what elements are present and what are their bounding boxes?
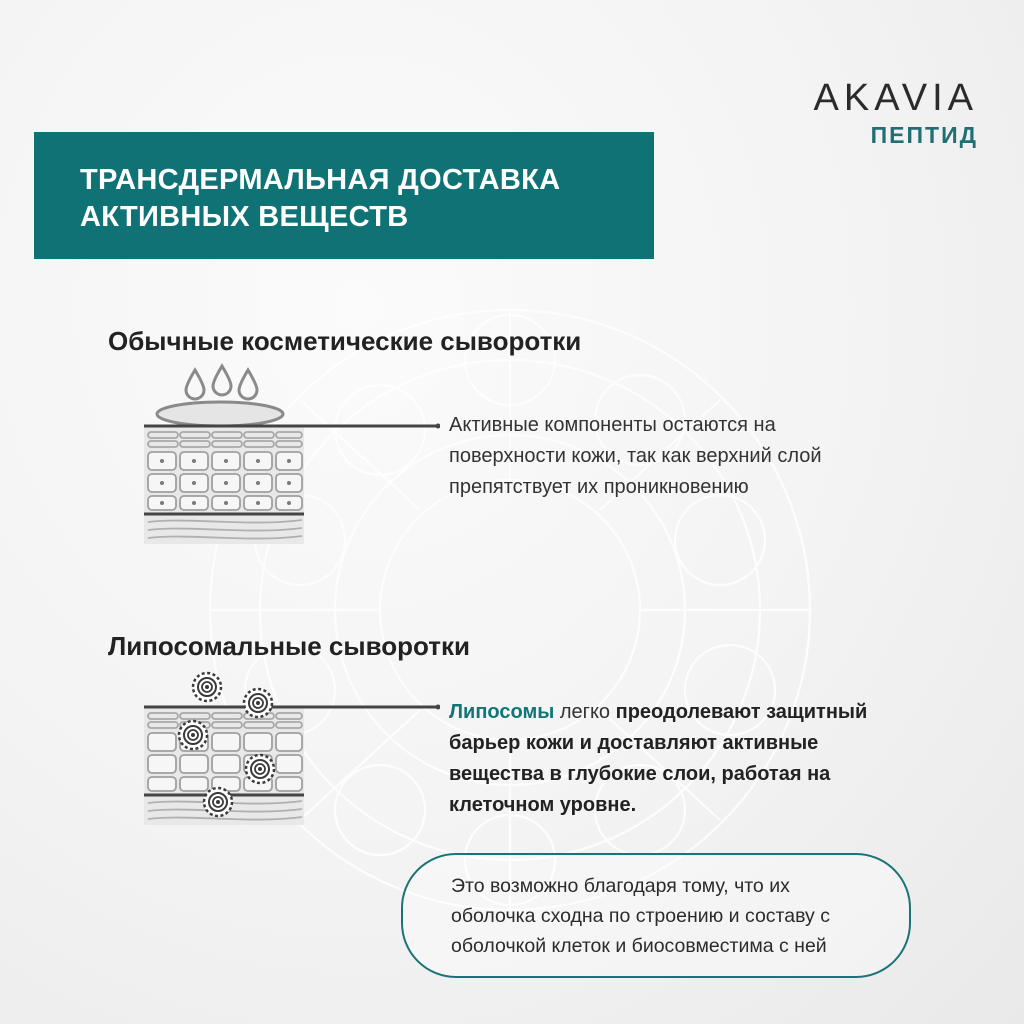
section2-desc-line-1 [449, 697, 867, 728]
note-line: оболочка сходна по строению и составу с [451, 905, 830, 927]
section1-desc-line: препятствует их проникновению [449, 476, 749, 498]
section2-desc-line-2: барьер кожи и доставляют активные [449, 732, 819, 754]
section1-desc-line: поверхности кожи, так как верхний слой [449, 445, 822, 467]
note-line: оболочкой клеток и биосовместима с ней [451, 935, 827, 957]
skin-layer-diagram-liposomal [140, 665, 440, 830]
brand-name: AKAVIA [813, 77, 978, 119]
liposomes-term: Липосомы [449, 701, 555, 723]
title-line-1: ТРАНСДЕРМАЛЬНАЯ ДОСТАВКА [80, 164, 561, 196]
info-note-box [401, 853, 911, 978]
section1-description [449, 410, 822, 503]
section1-desc-line: Активные компоненты остаются на [449, 414, 776, 436]
section2-description [449, 697, 867, 821]
title-banner [34, 132, 654, 259]
skin-layer-diagram-regular [140, 362, 440, 552]
section2-desc-line-3: вещества в глубокие слои, работая на [449, 763, 831, 785]
desc-bold-text: преодолевают защитный [615, 701, 868, 723]
droplet-icon [186, 366, 257, 399]
note-line: Это возможно благодаря тому, что их [451, 875, 790, 897]
brand-logo [814, 78, 978, 148]
title-line-2: АКТИВНЫХ ВЕЩЕСТВ [80, 201, 409, 233]
desc-normal-text: легко [554, 701, 616, 723]
brand-subtitle: ПЕПТИД [870, 122, 978, 148]
section2-desc-line-4: клеточном уровне. [449, 794, 637, 816]
section-heading-liposomal-serums: Липосомальные сыворотки [108, 631, 470, 661]
section-heading-regular-serums: Обычные косметические сыворотки [108, 326, 582, 356]
